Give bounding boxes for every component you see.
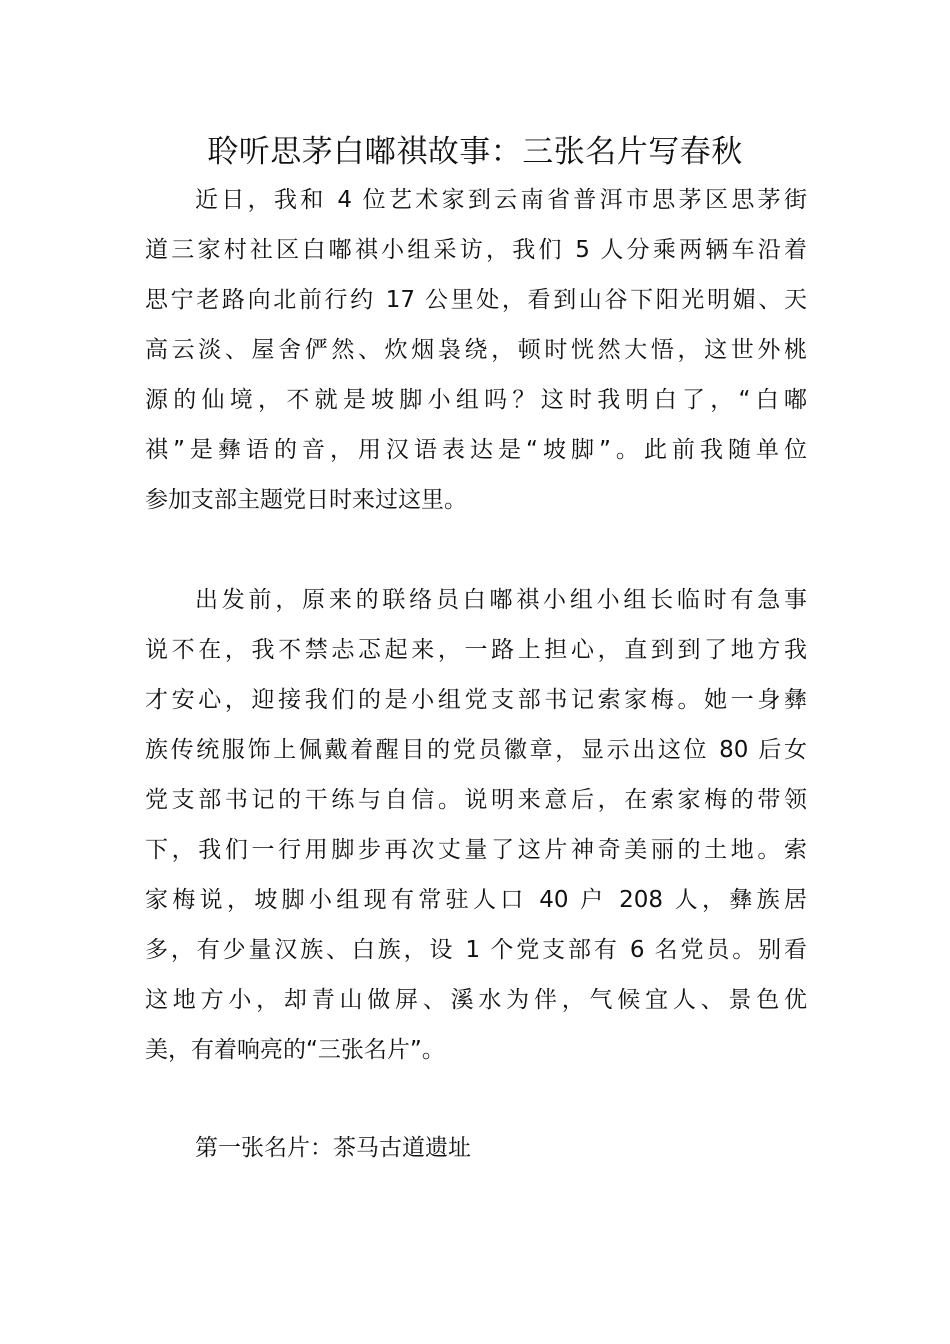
section-heading: 第一张名片：茶马古道遗址 [195, 1135, 471, 1161]
paragraph-1-line-4: 高云淡、屋舍俨然、炊烟袅绕，顿时恍然大悟，这世外桃 [145, 337, 807, 363]
paragraph-2-line-1: 出发前，原来的联络员白嘟祺小组小组长临时有急事 [195, 587, 807, 613]
paragraph-1-line-1: 近日，我和 4 位艺术家到云南省普洱市思茅区思茅街 [195, 187, 807, 213]
paragraph-2-line-6: 下，我们一行用脚步再次丈量了这片神奇美丽的土地。索 [145, 837, 807, 863]
paragraph-1-line-5: 源的仙境，不就是坡脚小组吗？这时我明白了，“白嘟 [145, 387, 807, 413]
paragraph-2-line-5: 党支部书记的干练与自信。说明来意后，在索家梅的带领 [145, 787, 807, 813]
paragraph-2-line-3: 才安心，迎接我们的是小组党支部书记索家梅。她一身彝 [145, 687, 807, 713]
paragraph-1-line-2: 道三家村社区白嘟祺小组采访，我们 5 人分乘两辆车沿着 [145, 237, 807, 263]
paragraph-2-line-4: 族传统服饰上佩戴着醒目的党员徽章，显示出这位 80 后女 [145, 737, 807, 763]
paragraph-1-line-7: 参加支部主题党日时来过这里。 [145, 487, 467, 513]
document-title: 聆听思茅白嘟祺故事：三张名片写春秋 [207, 134, 743, 170]
paragraph-1-line-3: 思宁老路向北前行约 17 公里处，看到山谷下阳光明媚、天 [145, 287, 807, 313]
paragraph-2-line-8: 多，有少量汉族、白族，设 1 个党支部有 6 名党员。别看 [145, 937, 807, 963]
paragraph-2-line-2: 说不在，我不禁忐忑起来，一路上担心，直到到了地方我 [145, 637, 807, 663]
paragraph-2-line-9: 这地方小，却青山做屏、溪水为伴，气候宜人、景色优 [145, 987, 807, 1013]
paragraph-2-line-7: 家梅说，坡脚小组现有常驻人口 40 户 208 人，彝族居 [145, 887, 807, 913]
paragraph-1-line-6: 祺”是彝语的音，用汉语表达是“坡脚”。此前我随单位 [145, 437, 807, 463]
paragraph-2-line-10: 美，有着响亮的“三张名片”。 [145, 1037, 445, 1063]
